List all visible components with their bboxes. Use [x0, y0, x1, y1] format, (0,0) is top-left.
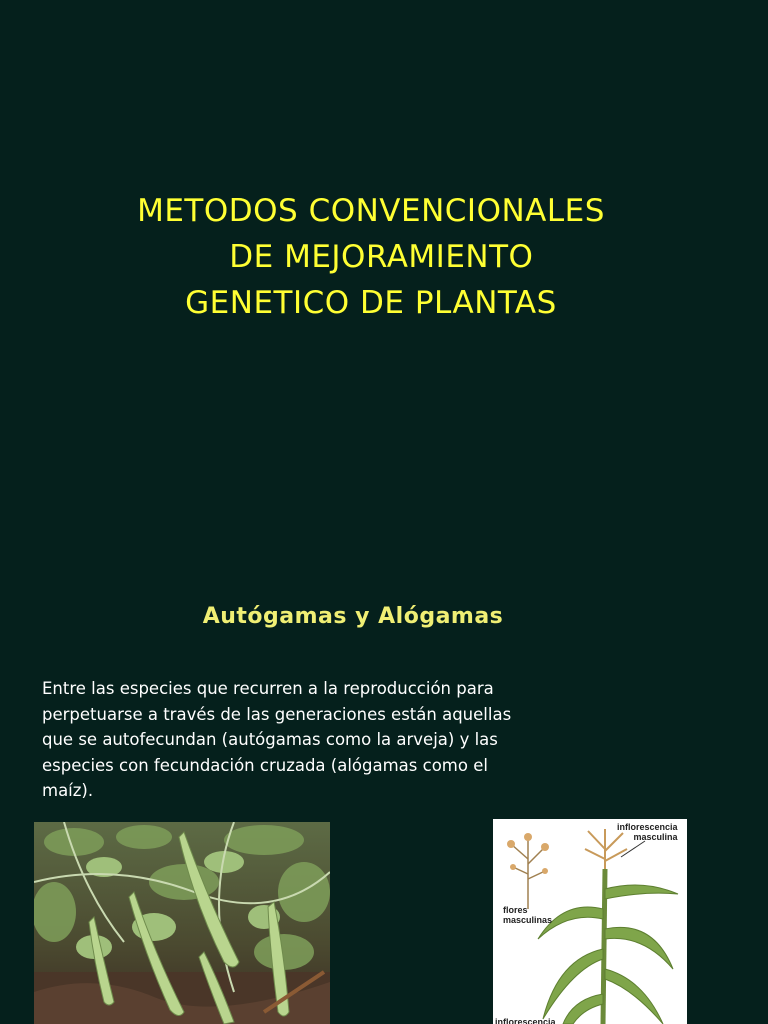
female-inflorescence-label: inflorescencia	[495, 1017, 556, 1024]
male-flowers-label	[503, 905, 552, 925]
pea-plant-photo	[34, 822, 330, 1024]
title-line-2: DE MEJORAMIENTO	[208, 239, 534, 275]
title-line-1: METODOS CONVENCIONALES	[137, 193, 605, 229]
label-line: inflorescencia	[617, 822, 678, 832]
label-line: masculinas	[503, 915, 553, 925]
slide-title	[0, 188, 742, 326]
maize-plant-illustration	[493, 819, 687, 1024]
section-heading: Autógamas y Alógamas	[202, 604, 504, 629]
male-inflorescence-label	[617, 822, 678, 842]
label-line: masculina	[633, 832, 678, 842]
label-line: flores	[503, 905, 528, 915]
title-line-3: GENETICO DE PLANTAS	[185, 285, 557, 321]
body-paragraph: Entre las especies que recurren a la reproducción para perpetuarse a través de las generaciones están aquellas que se autofecundan (autógamas como la arveja) y las especies con fecundación cruzada (alógamas como el maíz).	[42, 679, 512, 800]
